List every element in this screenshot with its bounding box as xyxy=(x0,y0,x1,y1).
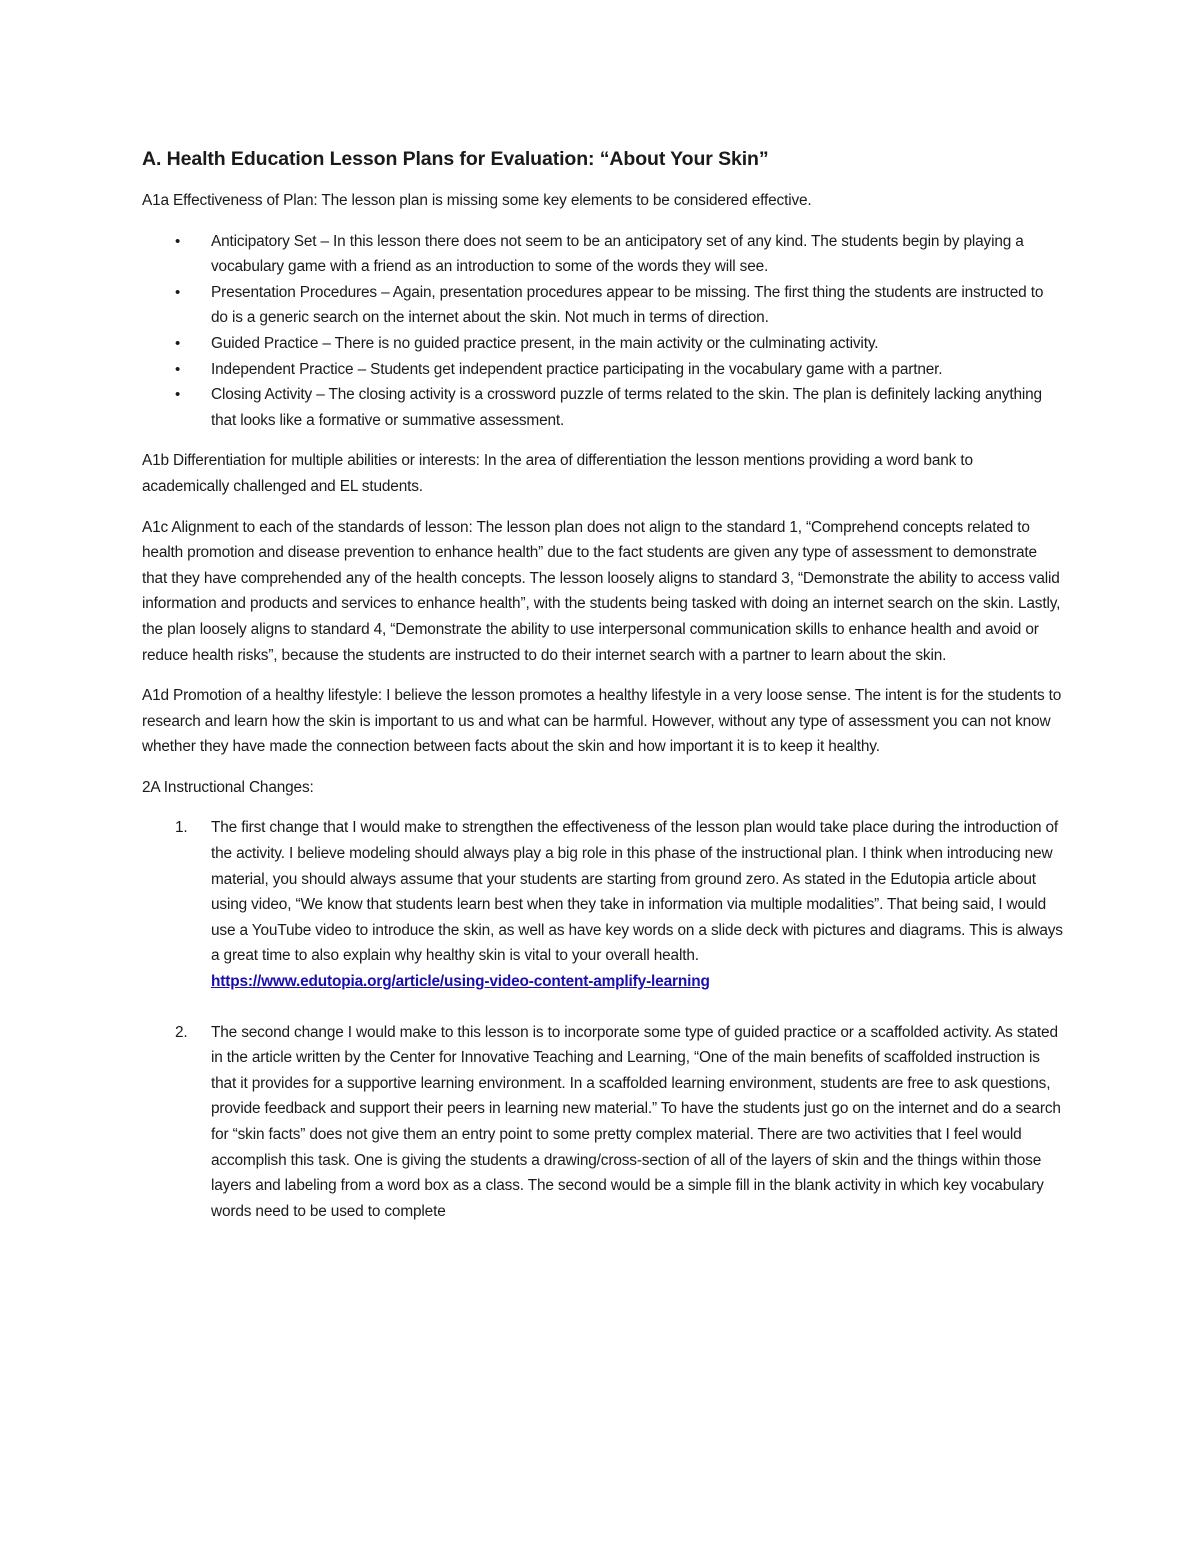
list-item xyxy=(142,382,1064,433)
item-number: 2. xyxy=(175,1023,188,1041)
bullet-icon: • xyxy=(175,386,181,404)
bullet-icon: • xyxy=(175,334,181,352)
edutopia-link[interactable]: https://www.edutopia.org/article/using-video-content-amplify-learning xyxy=(211,973,710,991)
instructional-changes-list xyxy=(142,815,1064,1224)
item-number: 1. xyxy=(175,819,188,837)
section-a1c-text: A1c Alignment to each of the standards of lesson: The lesson plan does not align to the standard 1, “Comprehend concepts related to health promotion and disease prevention to enhance health” due to the fact students are given any type of assessment to demonstrate that they have comprehended any of the health concepts. The lesson loosely aligns to standard 3, “Demonstrate the ability to access valid information and products and services to enhance health”, with the students being tasked with doing an internet search on the skin. Lastly, the plan loosely aligns to standard 4, “Demonstrate the ability to use interpersonal communication skills to enhance health and avoid or reduce health risks”, because the students are instructed to do their internet search with a partner to learn about the skin. xyxy=(142,518,1061,664)
list-item xyxy=(142,815,1064,994)
bullet-text: Anticipatory Set – In this lesson there does not seem to be an anticipatory set of any kind. The students begin by playing a vocabulary game with a friend as an introduction to some of the words they will see. xyxy=(211,232,1024,276)
bullet-text: Independent Practice – Students get independent practice participating in the vocabulary game with a partner. xyxy=(211,360,943,378)
bullet-text: Presentation Procedures – Again, presentation procedures appear to be missing. The first thing the students are instructed to do is a generic search on the internet about the skin. Not much in terms of direction. xyxy=(211,283,1044,327)
list-item xyxy=(142,331,1064,357)
section-a1d-text: A1d Promotion of a healthy lifestyle: I believe the lesson promotes a healthy lifestyle in a very loose sense. The intent is for the students to research and learn how the skin is important to us and what can be harmful. However, without any type of assessment you can not know whether they have made the connection between facts about the skin and how important it is to keep it healthy. xyxy=(142,687,1062,756)
section-2a-heading: 2A Instructional Changes: xyxy=(142,778,314,796)
a1a-bullet-list xyxy=(142,229,1064,434)
section-a1b-text: A1b Differentiation for multiple abilities or interests: In the area of differentiation the lesson mentions providing a word bank to academically challenged and EL students. xyxy=(142,452,973,495)
list-item xyxy=(142,280,1064,331)
page-title: A. Health Education Lesson Plans for Evaluation: “About Your Skin” xyxy=(142,148,769,170)
list-item xyxy=(142,229,1064,280)
document-page xyxy=(142,146,1064,1249)
section-a1a-text: A1a Effectiveness of Plan: The lesson plan is missing some key elements to be considered effective. xyxy=(142,192,812,209)
bullet-text: Guided Practice – There is no guided practice present, in the main activity or the culminating activity. xyxy=(211,334,879,352)
list-item xyxy=(142,1020,1064,1225)
bullet-icon: • xyxy=(175,360,181,378)
change-text: The first change that I would make to strengthen the effectiveness of the lesson plan would take place during the introduction of the activity. I believe modeling should always play a big role in this phase of the instructional plan. I think when introducing new material, you should always assume that your students are starting from ground zero. As stated in the Edutopia article about using video, “We know that students learn best when they take in information via multiple modalities”. That being said, I would use a YouTube video to introduce the skin, as well as have key words on a slide deck with pictures and diagrams. This is always a great time to also explain why healthy skin is vital to your overall health. xyxy=(211,819,1063,965)
bullet-icon: • xyxy=(175,283,181,301)
bullet-text: Closing Activity – The closing activity is a crossword puzzle of terms related to the skin. The plan is definitely lacking anything that looks like a formative or summative assessment. xyxy=(211,386,1042,429)
change-text: The second change I would make to this lesson is to incorporate some type of guided practice or a scaffolded activity. As stated in the article written by the Center for Innovative Teaching and Learning, “One of the main benefits of scaffolded instruction is that it provides for a supportive learning environment. In a scaffolded learning environment, students are free to ask questions, provide feedback and support their peers in learning new material.” To have the students just go on the internet and do a search for “skin facts” does not give them an entry point to some pretty complex material. There are two activities that I feel would accomplish this task. One is giving the students a drawing/cross-section of all of the layers of skin and the things within those layers and labeling from a word box as a class. The second would be a simple fill in the blank activity in which key vocabulary words need to be used to complete xyxy=(211,1023,1061,1220)
list-item xyxy=(142,357,1064,383)
bullet-icon: • xyxy=(175,232,181,250)
